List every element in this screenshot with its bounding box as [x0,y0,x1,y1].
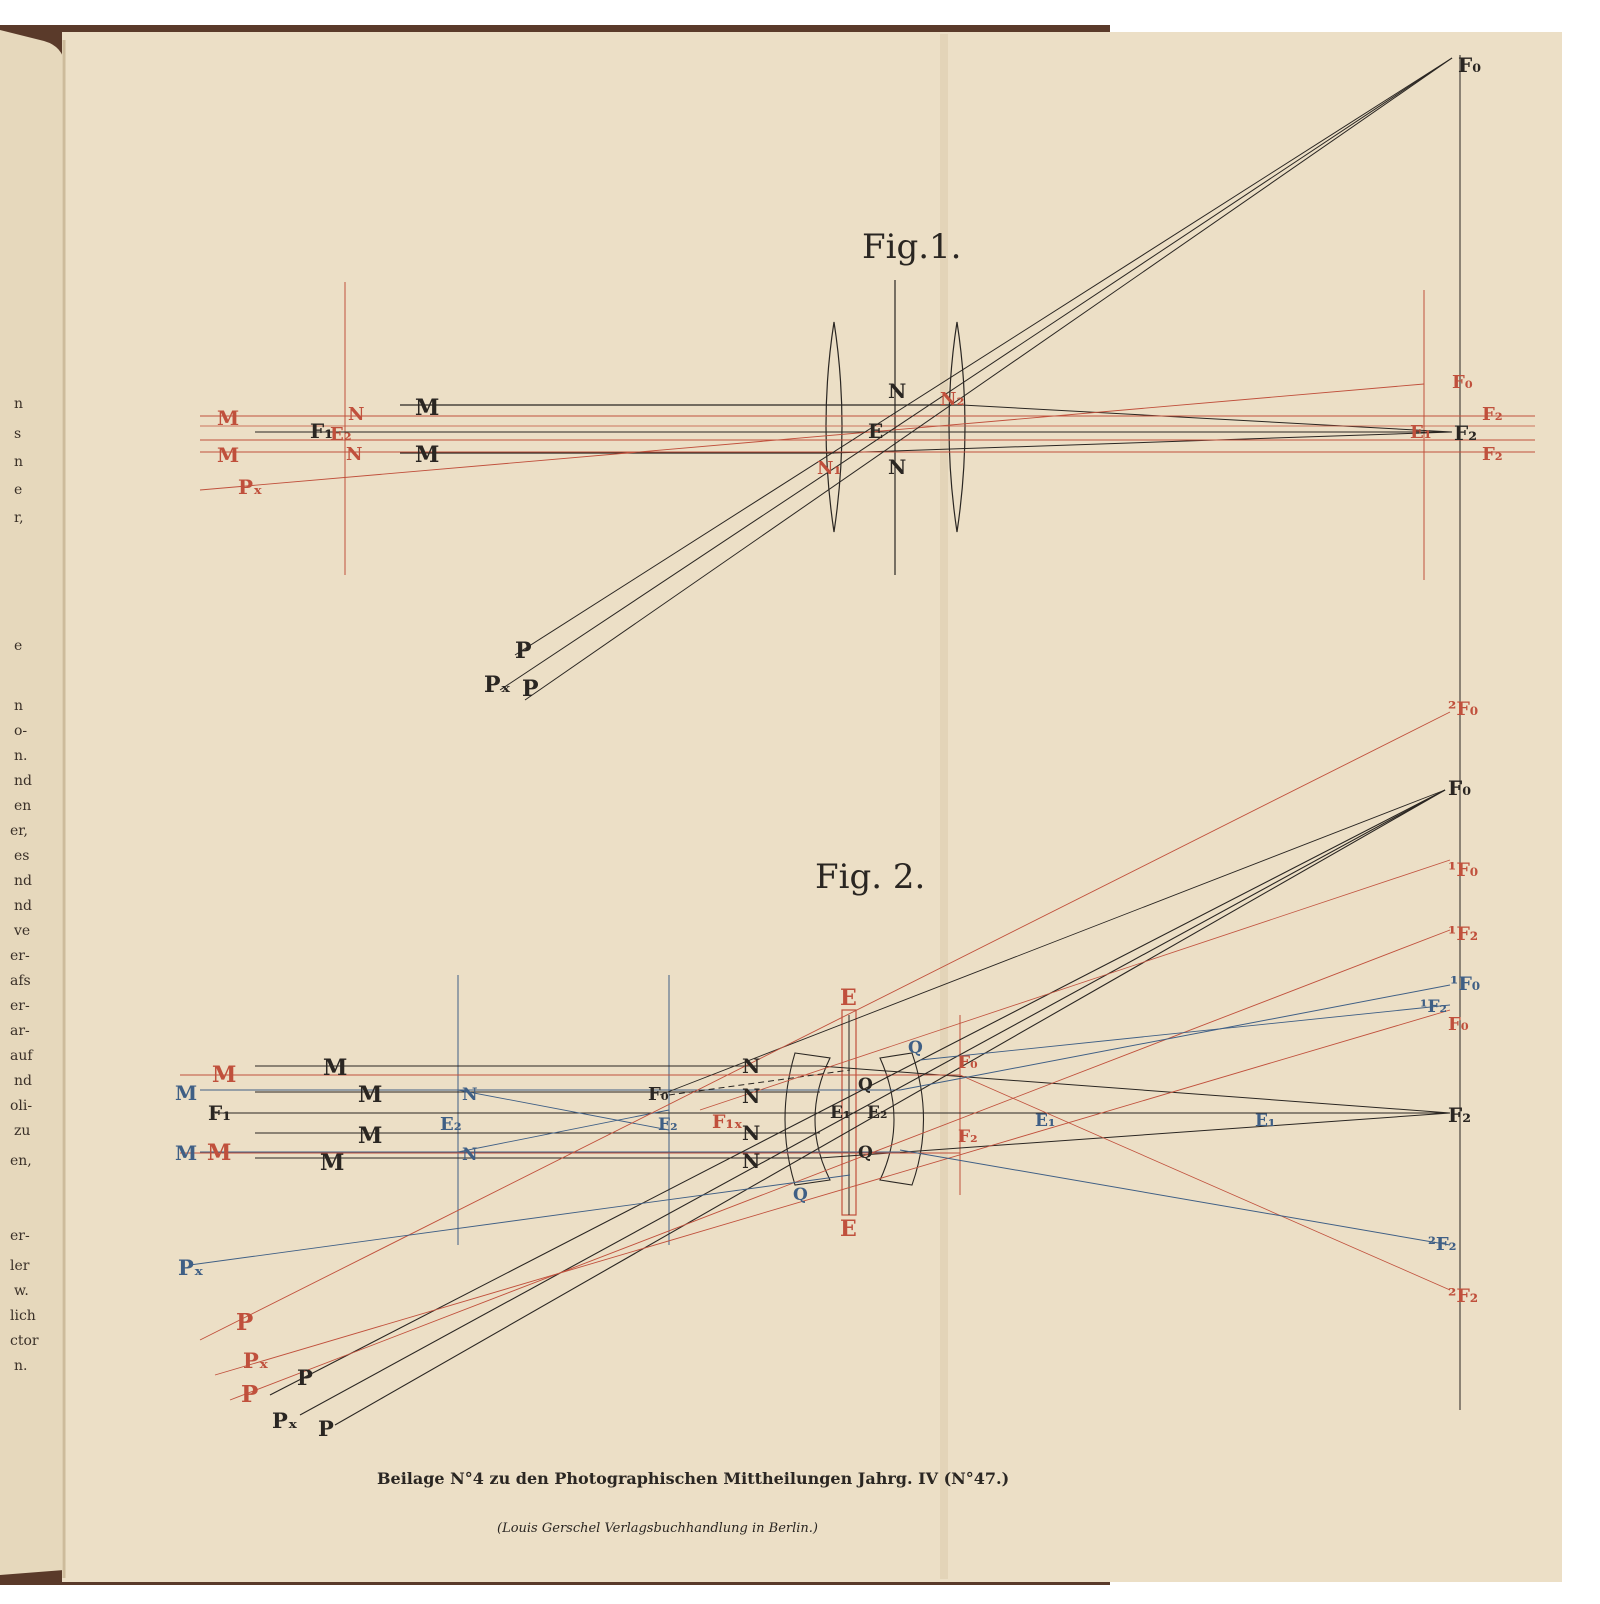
left-page-fragment: r, [14,510,24,526]
fig2-label-f0-red-2: F₀ [1448,1014,1469,1035]
fig2-label-n-black-2: N [742,1084,761,1108]
fig2-label-p-red-a: P [236,1309,254,1336]
left-page-fragment: auf [10,1048,33,1064]
fig2-label-n-black-4: N [742,1149,761,1173]
fig2-label-q-a: Q [908,1038,923,1058]
fig1-label-f2-red-b: F₂ [1482,444,1503,465]
left-page-fragment: n [14,396,24,412]
fig2-label-q-b: Q [858,1075,873,1095]
fig2-label-e1-blue-b: E₁ [1255,1111,1276,1131]
fig1-label-f0-red: F₀ [1452,372,1473,393]
left-page-fragment: lich [10,1308,36,1324]
fig2-label-n-black-1: N [742,1054,761,1078]
fig1-label-n2-red: N₂ [940,389,965,410]
fig2-label-f2-blue-low: ²F₂ [1428,1234,1457,1255]
fig1-label-m-red-a: M [217,406,240,430]
fig2-label-px-red: Pₓ [243,1348,269,1373]
publisher-line: (Louis Gerschel Verlagsbuchhandlung in Berlin.) [497,1521,819,1536]
fig2-label-m-red-a: M [212,1062,237,1088]
fig2-label-f0-black: F₀ [1448,776,1471,800]
fig2-label-px-black: Pₓ [272,1408,298,1433]
fig2-label-m-red-b: M [207,1140,232,1166]
fig2-label-q-d: Q [793,1185,808,1205]
fig2-label-e-bottom: E [840,1216,857,1242]
left-page-fragment: nd [14,1073,32,1089]
fig1-label-n-bottom: N [888,455,907,479]
fig2-label-f1-black: F₁ [208,1101,231,1125]
left-page-fragment: n. [14,1358,28,1374]
fig2-label-q-c: Q [858,1143,873,1163]
fig1-label-e1-red: E₁ [1410,422,1432,443]
fig1-label-f0-top: F₀ [1458,53,1481,77]
fig2-label-m-blue-b: M [175,1141,198,1165]
fig2-label-m-black-4: M [320,1150,345,1176]
left-page-fragment: n. [14,748,28,764]
fig2-label-m-black-3: M [358,1123,383,1149]
fig1-label-n-red-b: N [346,444,363,465]
fig2-label-f0-red-top: ²F₀ [1448,698,1479,720]
left-page-fragment: er- [10,1228,30,1244]
fig1-label-f2-red-a: F₂ [1482,404,1503,425]
fig2-label-m-black-2: M [358,1082,383,1108]
fig2-label-e2-blue: E₂ [440,1114,462,1135]
fig2-label-e-top: E [840,985,857,1011]
left-page-fragment: n [14,698,24,714]
fig2-label-n-blue-b: N [462,1145,478,1165]
fig2-label-e1-blue-a: E₁ [1035,1111,1056,1131]
left-page-fragment: ve [14,923,31,939]
fig1-label-f1: F₁ [310,419,333,443]
left-page-fragment: nd [14,773,32,789]
fig2-label-f2-red-mid: F₂ [958,1127,978,1147]
left-page-fragment: er- [10,998,30,1014]
fig1-label-n-red-a: N [348,404,365,425]
fig1-label-n-top: N [888,379,907,403]
left-page-fragment: ler [10,1258,30,1274]
left-page-fragment: o- [14,723,28,739]
fig2-label-f0-blue: ¹F₀ [1450,973,1481,995]
left-page-fragment: ctor [10,1333,39,1349]
fig2-label-p-black-b: P [318,1416,334,1441]
left-page-fragment: oli- [10,1098,33,1114]
fig2-label-f0-black-mid: F₀ [648,1084,669,1105]
fig1-label-e-center: E [868,419,884,443]
left-page-fragment: nd [14,873,32,889]
fig2-label-n-black-3: N [742,1121,761,1145]
fig1-label-px-black: Pₓ [484,672,511,698]
fig2-label-m-black-1: M [323,1055,348,1081]
left-page-fragment: afs [10,973,31,989]
fig1-label-m-black-b: M [415,442,440,468]
left-page-fragment: er- [10,948,30,964]
left-page-fragment: en, [10,1153,32,1169]
fig2-title: Fig. 2. [815,857,926,897]
fig2-label-f2-blue: ¹F₂ [1420,997,1447,1017]
fig2-label-p-black-a: P [297,1365,313,1390]
plate-page [62,32,1562,1582]
left-page-fragment: en [14,798,32,814]
fig1-label-m-red-b: M [217,443,240,467]
fig1-label-p-a: P [515,638,532,664]
left-page-fragment: n [14,454,24,470]
left-page-fragment: er, [10,823,28,839]
fig1-label-m-black-a: M [415,395,440,421]
fig2-label-e1-center: E₁ [830,1103,851,1123]
left-page-fragment: ar- [10,1023,30,1039]
fig1-label-e2: E₂ [330,424,352,445]
fig2-label-p-red-b: P [241,1381,259,1408]
fig2-label-n-blue-a: N [462,1085,478,1105]
left-page-fragment: w. [14,1283,29,1299]
fig1-label-px-red: Pₓ [238,475,263,499]
fig1-title: Fig.1. [862,227,962,267]
left-page-fragment: s [14,426,22,442]
fig2-label-e2-center: E₂ [867,1103,888,1123]
fig2-label-f2-red-low: ²F₂ [1448,1285,1479,1307]
fig1-label-p-b: P [522,676,539,702]
left-page-fragment: e [14,482,23,498]
left-page-fragment: es [14,848,30,864]
fig2-label-f2-black-mid: F₂ [658,1115,678,1135]
fig2-label-f2-red-1: ¹F₂ [1448,923,1479,945]
plate-caption: Beilage N°4 zu den Photographischen Mittheilungen Jahrg. IV (N°47.) [377,1469,1010,1488]
fig1-label-f2-black: F₂ [1454,421,1477,445]
fig1-label-n1-red: N₁ [817,458,842,479]
fig2-label-f2-black: F₂ [1448,1103,1471,1127]
fig2-label-f0-red-1: ¹F₀ [1448,859,1479,881]
fig2-label-m-blue-a: M [175,1081,198,1105]
fig2-label-px-blue: Pₓ [178,1255,204,1280]
fig2-label-f0-red-mid: F₀ [958,1053,978,1073]
fig2-label-f1x-red: F₁ₓ [712,1111,743,1133]
left-page-fragment: nd [14,898,32,914]
left-page-fragment: e [14,638,23,654]
left-page-fragment: zu [14,1123,31,1139]
